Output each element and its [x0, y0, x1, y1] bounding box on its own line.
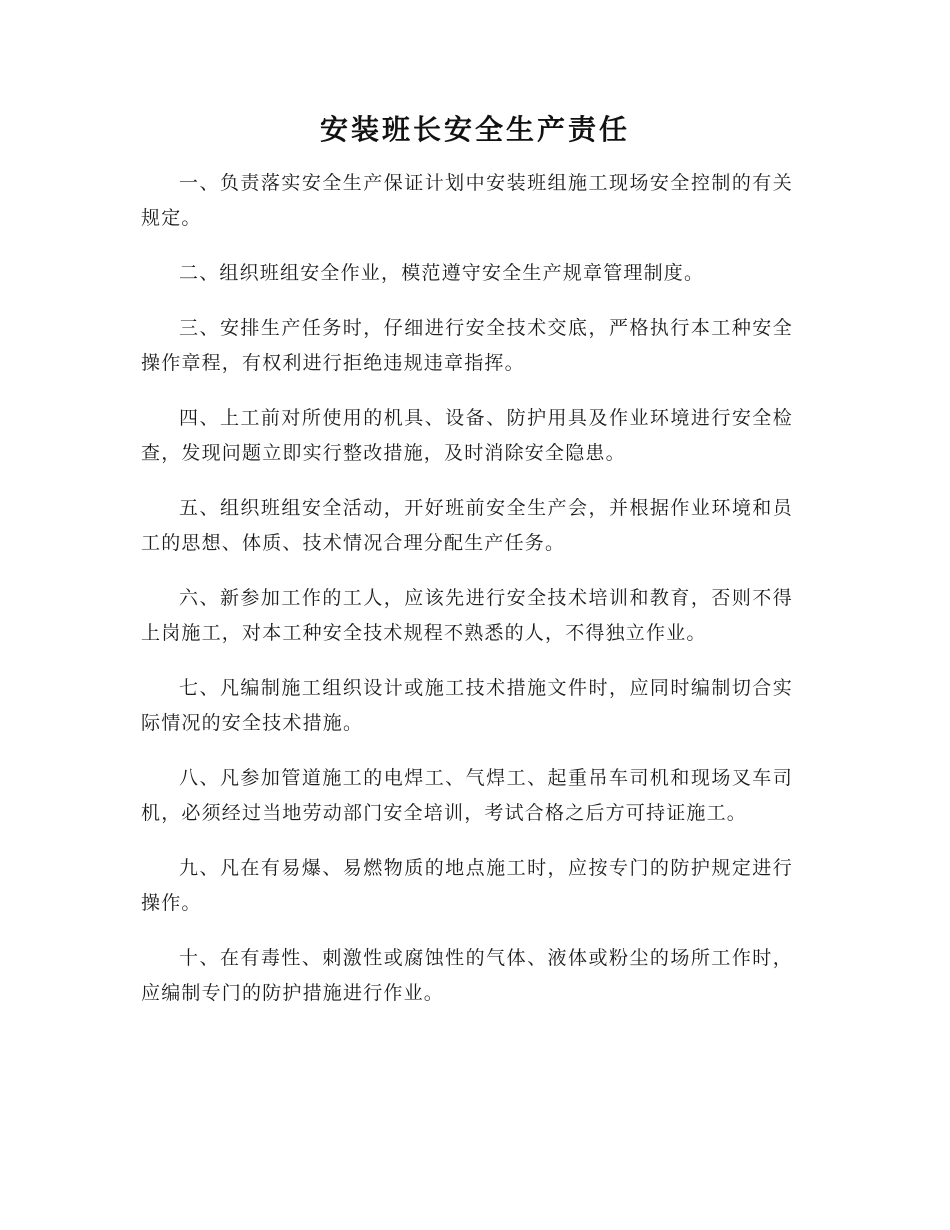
paragraph-7: 七、凡编制施工组织设计或施工技术措施文件时，应同时编制切合实际情况的安全技术措施。 [141, 677, 793, 734]
paragraph-5: 五、组织班组安全活动，开好班前安全生产会，并根据作业环境和员工的思想、体质、技术情况合理分配生产任务。 [141, 497, 793, 554]
paragraph-4: 四、上工前对所使用的机具、设备、防护用具及作业环境进行安全检查，发现问题立即实行整改措施，及时消除安全隐患。 [141, 407, 793, 464]
paragraph-2: 二、组织班组安全作业，模范遵守安全生产规章管理制度。 [179, 262, 705, 284]
document-title: 安装班长安全生产责任 [319, 113, 630, 146]
paragraph-3: 三、安排生产任务时，仔细进行安全技术交底，严格执行本工种安全操作章程，有权利进行拒绝违规违章指挥。 [141, 317, 793, 374]
paragraph-9: 九、凡在有易爆、易燃物质的地点施工时，应按专门的防护规定进行操作。 [141, 857, 793, 914]
paragraph-1: 一、负责落实安全生产保证计划中安装班组施工现场安全控制的有关规定。 [141, 172, 793, 229]
document-body [141, 166, 793, 1031]
paragraph-6: 六、新参加工作的工人，应该先进行安全技术培训和教育，否则不得上岗施工，对本工种安全技术规程不熟悉的人，不得独立作业。 [141, 587, 793, 644]
paragraph-8: 八、凡参加管道施工的电焊工、气焊工、起重吊车司机和现场叉车司机，必须经过当地劳动部门安全培训，考试合格之后方可持证施工。 [141, 767, 793, 824]
paragraph-10: 十、在有毒性、刺激性或腐蚀性的气体、液体或粉尘的场所工作时，应编制专门的防护措施进行作业。 [141, 947, 793, 1004]
